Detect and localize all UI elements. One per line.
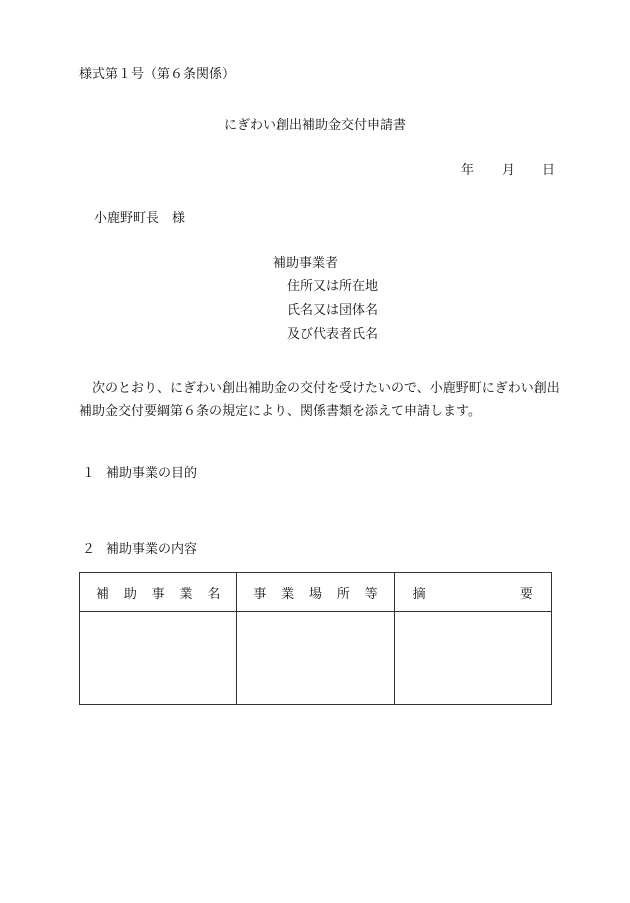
section-number: １: [82, 466, 96, 481]
date-month-label: 月: [502, 163, 516, 178]
form-number: 様式第１号（第６条関係）: [79, 67, 236, 82]
section-label: 補助事業の目的: [106, 466, 198, 481]
header-char: 名: [207, 586, 221, 602]
date-year-label: 年: [461, 163, 475, 178]
table-cell-summary: [394, 612, 551, 705]
application-statement: [79, 377, 559, 423]
header-char: 助: [123, 586, 137, 602]
column-header-summary: [394, 573, 551, 612]
header-char: 補: [96, 586, 110, 602]
header-char: 業: [281, 586, 295, 602]
table-header-row: [80, 573, 552, 612]
column-header-project-location: [237, 573, 394, 612]
header-char: 摘: [412, 586, 426, 602]
table-row: [80, 612, 552, 705]
header-char: 所: [336, 586, 350, 602]
project-content-table: [79, 572, 552, 705]
header-char: 事: [253, 586, 267, 602]
header-char: 業: [179, 586, 193, 602]
applicant-address-label: 住所又は所在地: [287, 279, 379, 294]
statement-line-2: 補助金交付要綱第６条の規定により、関係書類を添えて申請します。: [79, 404, 481, 419]
applicant-name-label: 氏名又は団体名: [287, 303, 379, 318]
applicant-heading: 補助事業者: [273, 256, 339, 271]
header-char: 要: [519, 586, 533, 602]
section-content-heading: [82, 542, 197, 558]
applicant-representative-label: 及び代表者氏名: [287, 327, 379, 342]
section-label: 補助事業の内容: [106, 542, 198, 557]
date-day-label: 日: [542, 163, 556, 178]
section-number: ２: [82, 542, 96, 557]
header-char: 事: [151, 586, 165, 602]
table-cell-project-name: [80, 612, 237, 705]
document-title: にぎわい創出補助金交付申請書: [223, 118, 406, 133]
addressee: 小鹿野町長 様: [94, 211, 186, 226]
header-char: 場: [308, 586, 322, 602]
table-cell-project-location: [237, 612, 394, 705]
column-header-project-name: [80, 573, 237, 612]
section-purpose-heading: [82, 466, 197, 482]
statement-line-1: 次のとおり、にぎわい創出補助金の交付を受けたいので、小鹿野町にぎわい創出: [92, 381, 560, 396]
header-char: 等: [364, 586, 378, 602]
